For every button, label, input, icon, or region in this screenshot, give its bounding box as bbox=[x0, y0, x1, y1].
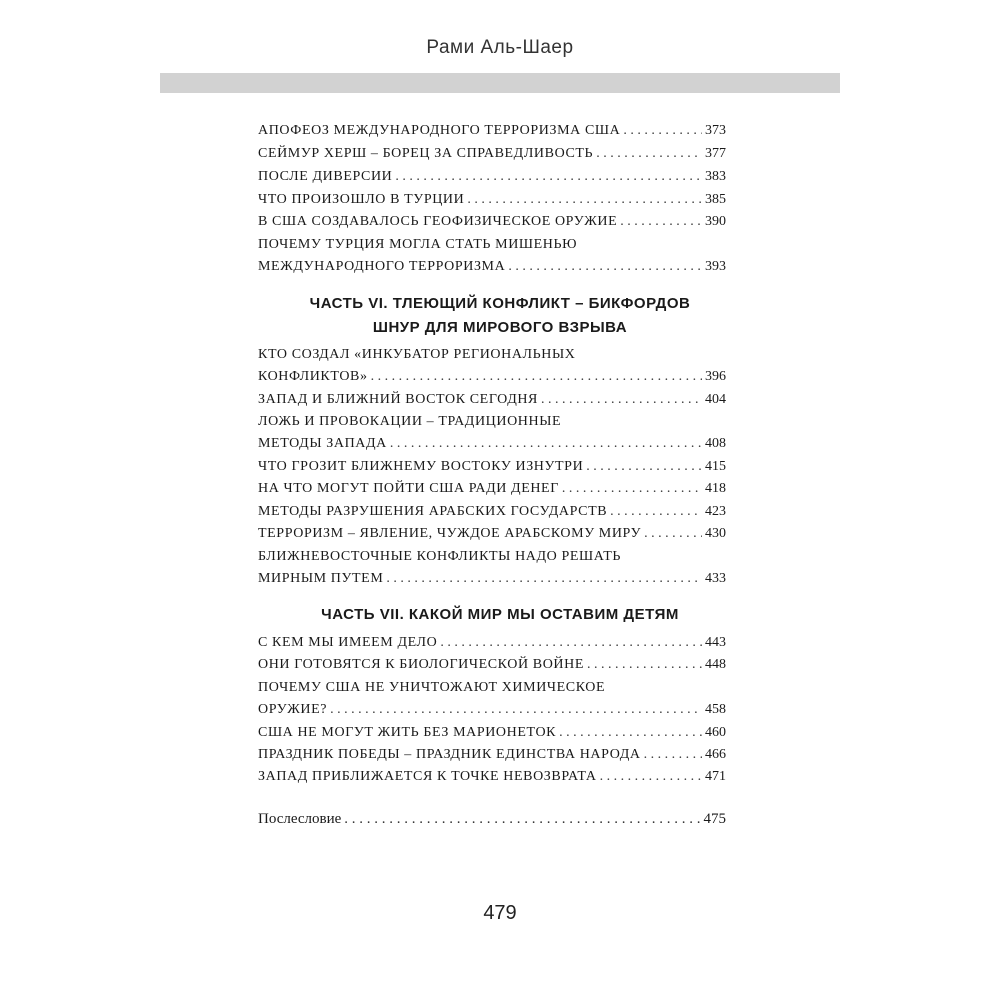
leader-dots bbox=[644, 523, 702, 545]
toc-entry-title: МЕТОДЫ РАЗРУШЕНИЯ АРАБСКИХ ГОСУДАРСТВ bbox=[258, 504, 608, 519]
toc-entry-title: ОРУЖИЕ? bbox=[258, 702, 328, 717]
toc-entry-line2[interactable] bbox=[258, 433, 726, 455]
toc-entry-line2[interactable] bbox=[258, 699, 726, 721]
toc-entry-page: 408 bbox=[705, 436, 726, 451]
toc-entry-page: 448 bbox=[705, 657, 726, 672]
leader-dots bbox=[559, 722, 702, 744]
leader-dots bbox=[620, 211, 702, 233]
toc-entry-title: НА ЧТО МОГУТ ПОЙТИ США РАДИ ДЕНЕГ bbox=[258, 481, 559, 496]
toc-entry-page: 466 bbox=[705, 747, 726, 762]
toc-entry-title: КТО СОЗДАЛ «ИНКУБАТОР РЕГИОНАЛЬНЫХ bbox=[258, 347, 576, 362]
leader-dots bbox=[600, 766, 702, 788]
toc-entry-line1[interactable] bbox=[258, 344, 726, 366]
toc-entry-title: ПОЧЕМУ США НЕ УНИЧТОЖАЮТ ХИМИЧЕСКОЕ bbox=[258, 680, 606, 695]
toc-entry[interactable] bbox=[258, 654, 726, 676]
running-header-author: Рами Аль-Шаер bbox=[426, 37, 574, 58]
toc-entry-page: 377 bbox=[705, 146, 726, 161]
part-heading-line2: ШНУР ДЛЯ МИРОВОГО ВЗРЫВА bbox=[372, 319, 628, 336]
leader-dots bbox=[390, 433, 702, 455]
toc-entry-page: 433 bbox=[705, 571, 726, 586]
part-heading bbox=[240, 603, 760, 627]
toc-entry-page: 430 bbox=[705, 526, 726, 541]
toc-entry-title: Послесловие bbox=[258, 811, 342, 827]
toc-entry[interactable] bbox=[258, 766, 726, 788]
toc-entry-page: 475 bbox=[703, 811, 726, 827]
toc-entry-page: 460 bbox=[705, 725, 726, 740]
toc-entry-page: 423 bbox=[705, 504, 726, 519]
toc-entry-title: ЗАПАД ПРИБЛИЖАЕТСЯ К ТОЧКЕ НЕВОЗВРАТА bbox=[258, 769, 597, 784]
toc-entry[interactable] bbox=[258, 744, 726, 766]
toc-entry[interactable] bbox=[258, 722, 726, 744]
toc-entry-page: 396 bbox=[705, 369, 726, 384]
toc-entry-page: 458 bbox=[705, 702, 726, 717]
toc-entry-page: 443 bbox=[705, 635, 726, 650]
leader-dots bbox=[344, 808, 700, 830]
leader-dots bbox=[596, 143, 702, 165]
part-heading-line1: ЧАСТЬ VI. ТЛЕЮЩИЙ КОНФЛИКТ – БИКФОРДОВ bbox=[309, 295, 691, 312]
leader-dots bbox=[610, 501, 702, 523]
toc-entry[interactable] bbox=[258, 632, 726, 654]
toc-entry-title: ЧТО ПРОИЗОШЛО В ТУРЦИИ bbox=[258, 192, 465, 207]
leader-dots bbox=[562, 478, 702, 500]
toc-entry-line1[interactable] bbox=[258, 546, 726, 568]
toc-entry-page: 404 bbox=[705, 392, 726, 407]
toc-entry-title: ОНИ ГОТОВЯТСЯ К БИОЛОГИЧЕСКОЙ ВОЙНЕ bbox=[258, 657, 584, 672]
leader-dots bbox=[508, 256, 702, 278]
toc-entry-line1[interactable] bbox=[258, 411, 726, 433]
leader-dots bbox=[440, 632, 702, 654]
toc-entry-title: КОНФЛИКТОВ» bbox=[258, 369, 368, 384]
toc-entry-title: ПРАЗДНИК ПОБЕДЫ – ПРАЗДНИК ЕДИНСТВА НАРОДА bbox=[258, 747, 641, 762]
leader-dots bbox=[623, 120, 702, 142]
toc-entry-title: ПОЧЕМУ ТУРЦИЯ МОГЛА СТАТЬ МИШЕНЬЮ bbox=[258, 237, 578, 252]
toc-entry-page: 383 bbox=[705, 169, 726, 184]
toc-entry-line1[interactable] bbox=[258, 677, 726, 699]
toc-entry[interactable] bbox=[258, 211, 726, 233]
toc-entry[interactable] bbox=[258, 389, 726, 411]
toc-entry[interactable] bbox=[258, 166, 726, 188]
toc-entry-page: 393 bbox=[705, 259, 726, 274]
toc-entry-title: ЛОЖЬ И ПРОВОКАЦИИ – ТРАДИЦИОННЫЕ bbox=[258, 414, 562, 429]
toc-entry-title: СЕЙМУР ХЕРШ – БОРЕЦ ЗА СПРАВЕДЛИВОСТЬ bbox=[258, 146, 594, 161]
toc-entry-line2[interactable] bbox=[258, 366, 726, 388]
toc-entry-page: 471 bbox=[705, 769, 726, 784]
toc-entry-line2[interactable] bbox=[258, 568, 726, 590]
toc-entry[interactable] bbox=[258, 120, 726, 142]
toc-entry-page: 385 bbox=[705, 192, 726, 207]
part-heading-line1: ЧАСТЬ VII. КАКОЙ МИР МЫ ОСТАВИМ ДЕТЯМ bbox=[321, 606, 679, 623]
toc-entry-afterword[interactable] bbox=[258, 808, 726, 830]
toc-entry[interactable] bbox=[258, 143, 726, 165]
toc-entry-title: С КЕМ МЫ ИМЕЕМ ДЕЛО bbox=[258, 635, 438, 650]
toc-entry-page: 415 bbox=[705, 459, 726, 474]
leader-dots bbox=[644, 744, 702, 766]
toc-entry-page: 373 bbox=[705, 123, 726, 138]
toc-entry-title: ЧТО ГРОЗИТ БЛИЖНЕМУ ВОСТОКУ ИЗНУТРИ bbox=[258, 459, 584, 474]
leader-dots bbox=[395, 166, 702, 188]
toc-entry-title: МЕЖДУНАРОДНОГО ТЕРРОРИЗМА bbox=[258, 259, 506, 274]
toc-entry[interactable] bbox=[258, 456, 726, 478]
leader-dots bbox=[541, 389, 702, 411]
toc-entry-line2[interactable] bbox=[258, 256, 726, 278]
toc-entry-title: В США СОЗДАВАЛОСЬ ГЕОФИЗИЧЕСКОЕ ОРУЖИЕ bbox=[258, 214, 618, 229]
leader-dots bbox=[467, 189, 702, 211]
toc-entry[interactable] bbox=[258, 478, 726, 500]
page-number: 479 bbox=[483, 902, 517, 924]
leader-dots bbox=[330, 699, 702, 721]
toc-entry[interactable] bbox=[258, 189, 726, 211]
toc-entry-title: БЛИЖНЕВОСТОЧНЫЕ КОНФЛИКТЫ НАДО РЕШАТЬ bbox=[258, 549, 621, 564]
toc-entry[interactable] bbox=[258, 523, 726, 545]
toc-entry-title: ТЕРРОРИЗМ – ЯВЛЕНИЕ, ЧУЖДОЕ АРАБСКОМУ МИРУ bbox=[258, 526, 642, 541]
toc-entry-title: МИРНЫМ ПУТЕМ bbox=[258, 571, 384, 586]
toc-entry-page: 390 bbox=[705, 214, 726, 229]
toc-entry[interactable] bbox=[258, 501, 726, 523]
toc-entry-title: ЗАПАД И БЛИЖНИЙ ВОСТОК СЕГОДНЯ bbox=[258, 392, 538, 407]
toc-entry-title: МЕТОДЫ ЗАПАДА bbox=[258, 436, 387, 451]
leader-dots bbox=[386, 568, 702, 590]
header-bar bbox=[160, 73, 840, 93]
leader-dots bbox=[587, 654, 702, 676]
leader-dots bbox=[586, 456, 702, 478]
part-heading bbox=[240, 292, 760, 340]
toc-entry-title: АПОФЕОЗ МЕЖДУНАРОДНОГО ТЕРРОРИЗМА США bbox=[258, 123, 621, 138]
toc-entry-line1[interactable] bbox=[258, 234, 726, 256]
toc-entry-page: 418 bbox=[705, 481, 726, 496]
leader-dots bbox=[371, 366, 702, 388]
toc-entry-title: США НЕ МОГУТ ЖИТЬ БЕЗ МАРИОНЕТОК bbox=[258, 725, 557, 740]
toc-entry-title: ПОСЛЕ ДИВЕРСИИ bbox=[258, 169, 393, 184]
